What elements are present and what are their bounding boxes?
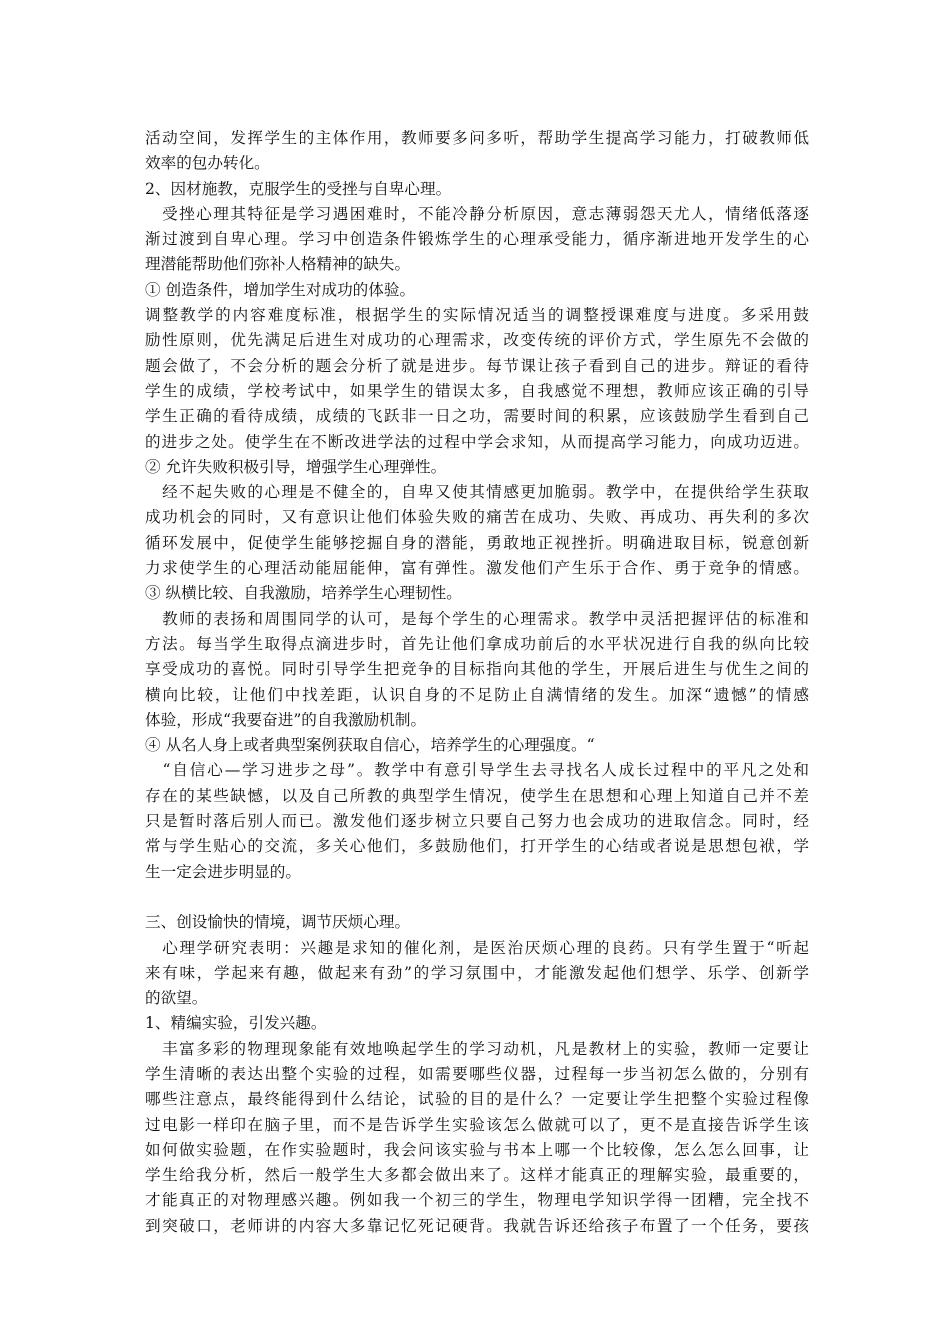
text-line: 2、因材施教，克服学生的受挫与自卑心理。	[145, 179, 452, 198]
text-line: 过电影一样印在脑子里，而不是告诉学生实验该怎么做就可以了，更不是直接告诉学生该	[145, 1115, 809, 1134]
text-line: 方法。每当学生取得点滴进步时，首先让他们拿成功前后的水平状况进行自我的纵向比较	[145, 634, 809, 653]
text-line: 循环发展中，促使学生能够挖掘自身的潜能，勇敢地正视挫折。明确进取目标，锐意创新	[145, 533, 809, 552]
text-line: 渐过渡到自卑心理。学习中创造条件锻炼学生的心理承受能力，循序渐进地开发学生的心	[145, 230, 809, 249]
text-line: 生一定会进步明显的。	[145, 862, 301, 881]
text-line: 心理学研究表明：兴趣是求知的催化剂，是医治厌烦心理的良药。只有学生置于“听起	[145, 938, 809, 957]
text-line: 丰富多彩的物理现象能有效地唤起学生的学习动机，凡是教材上的实验，教师一定要让	[145, 1039, 809, 1058]
text-line: 存在的某些缺憾，以及自己所教的典型学生情况，使学生在思想和心理上知道自己并不差	[145, 786, 809, 805]
text-line: 1、精编实验，引发兴趣。	[145, 1014, 327, 1033]
text-line: ④ 从名人身上或者典型案例获取自信心，培养学生的心理强度。“	[145, 736, 595, 755]
text-line: 受挫心理其特征是学习遇困难时，不能冷静分析原因，意志薄弱怨天尤人，情绪低落逐	[145, 204, 809, 223]
text-line: 哪些注意点，最终能得到什么结论，试验的目的是什么？一定要让学生把整个实验过程像	[145, 1090, 809, 1109]
text-line: ② 允许失败积极引导，增强学生心理弹性。	[145, 457, 447, 476]
text-line: 力求使学生的心理活动能屈能伸，富有弹性。激发他们产生乐于合作、勇于竞争的情感。	[145, 559, 809, 578]
text-line: 来有味，学起来有趣，做起来有劲”的学习氛围中，才能激发起他们想学、乐学、创新学	[145, 963, 809, 982]
text-line: 学生正确的看待成绩，成绩的飞跃非一日之功，需要时间的积累，应该鼓励学生看到自己	[145, 407, 809, 426]
text-line: 享受成功的喜悦。同时引导学生把竞争的目标指向其他的学生，开展后进生与优生之间的	[145, 660, 809, 679]
text-line: 常与学生贴心的交流，多关心他们，多鼓励他们，打开学生的心结或者说是思想包袱，学	[145, 837, 809, 856]
text-line: 学生的成绩，学校考试中，如果学生的错误太多，自我感觉不理想，教师应该正确的引导	[145, 381, 809, 400]
document-body	[145, 126, 809, 1239]
text-line: 只是暂时落后别人而已。激发他们逐步树立只要自己努力也会成功的进取信念。同时，经	[145, 812, 809, 831]
text-line: 效率的包办转化。	[145, 154, 270, 173]
blank-line	[145, 885, 809, 910]
text-line: 调整教学的内容难度标准，根据学生的实际情况适当的调整授课难度与进度。多采用鼓	[145, 306, 809, 325]
text-line: 经不起失败的心理是不健全的，自卑又使其情感更加脆弱。教学中，在提供给学生获取	[145, 483, 809, 502]
text-line: 横向比较，让他们中找差距，认识自身的不足防止自满情绪的发生。加深“遗憾”的情感	[145, 685, 809, 704]
text-line: 理潜能帮助他们弥补人格精神的缺失。	[145, 255, 411, 274]
text-line: “自信心—学习进步之母”。教学中有意引导学生去寻找名人成长过程中的平凡之处和	[145, 761, 809, 780]
text-line: 学生清晰的表达出整个实验的过程，如需要哪些仪器，过程每一步当初怎么做的，分别有	[145, 1064, 809, 1083]
text-line: 题会做了，不会分析的题会分析了就是进步。每节课让孩子看到自己的进步。辩证的看待	[145, 356, 809, 375]
text-line: 教师的表扬和周围同学的认可，是每个学生的心理需求。教学中灵活把握评估的标准和	[145, 609, 809, 628]
text-line: 成功机会的同时，又有意识让他们体验失败的痛苦在成功、失败、再成功、再失利的多次	[145, 508, 809, 527]
text-line: ③ 纵横比较、自我激励，培养学生心理韧性。	[145, 584, 462, 603]
text-line: 的欲望。	[145, 989, 208, 1008]
text-line: 才能真正的对物理感兴趣。例如我一个初三的学生，物理电学知识学得一团糟，完全找不	[145, 1191, 809, 1210]
text-line: ① 创造条件，增加学生对成功的体验。	[145, 280, 416, 299]
text-line: 励性原则，优先满足后进生对成功的心理需求，改变传统的评价方式，学生原先不会做的	[145, 331, 809, 350]
text-line: 学生给我分析，然后一般学生大多都会做出来了。这样才能真正的理解实验，最重要的，	[145, 1166, 809, 1185]
text-line: 到突破口，老师讲的内容大多靠记忆死记硬背。我就告诉还给孩子布置了一个任务，要孩	[145, 1216, 809, 1235]
text-line: 体验，形成“我要奋进”的自我激励机制。	[145, 710, 427, 729]
text-line: 三、创设愉快的情境，调节厌烦心理。	[145, 913, 411, 932]
text-line: 如何做实验题，在作实验题时，我会问该实验与书本上哪一个比较像，怎么怎么回事，让	[145, 1140, 809, 1159]
text-line: 的进步之处。使学生在不断改进学法的过程中学会求知，从而提高学习能力，向成功迈进。	[145, 432, 809, 451]
text-line: 活动空间，发挥学生的主体作用，教师要多问多听，帮助学生提高学习能力，打破教师低	[145, 129, 809, 147]
